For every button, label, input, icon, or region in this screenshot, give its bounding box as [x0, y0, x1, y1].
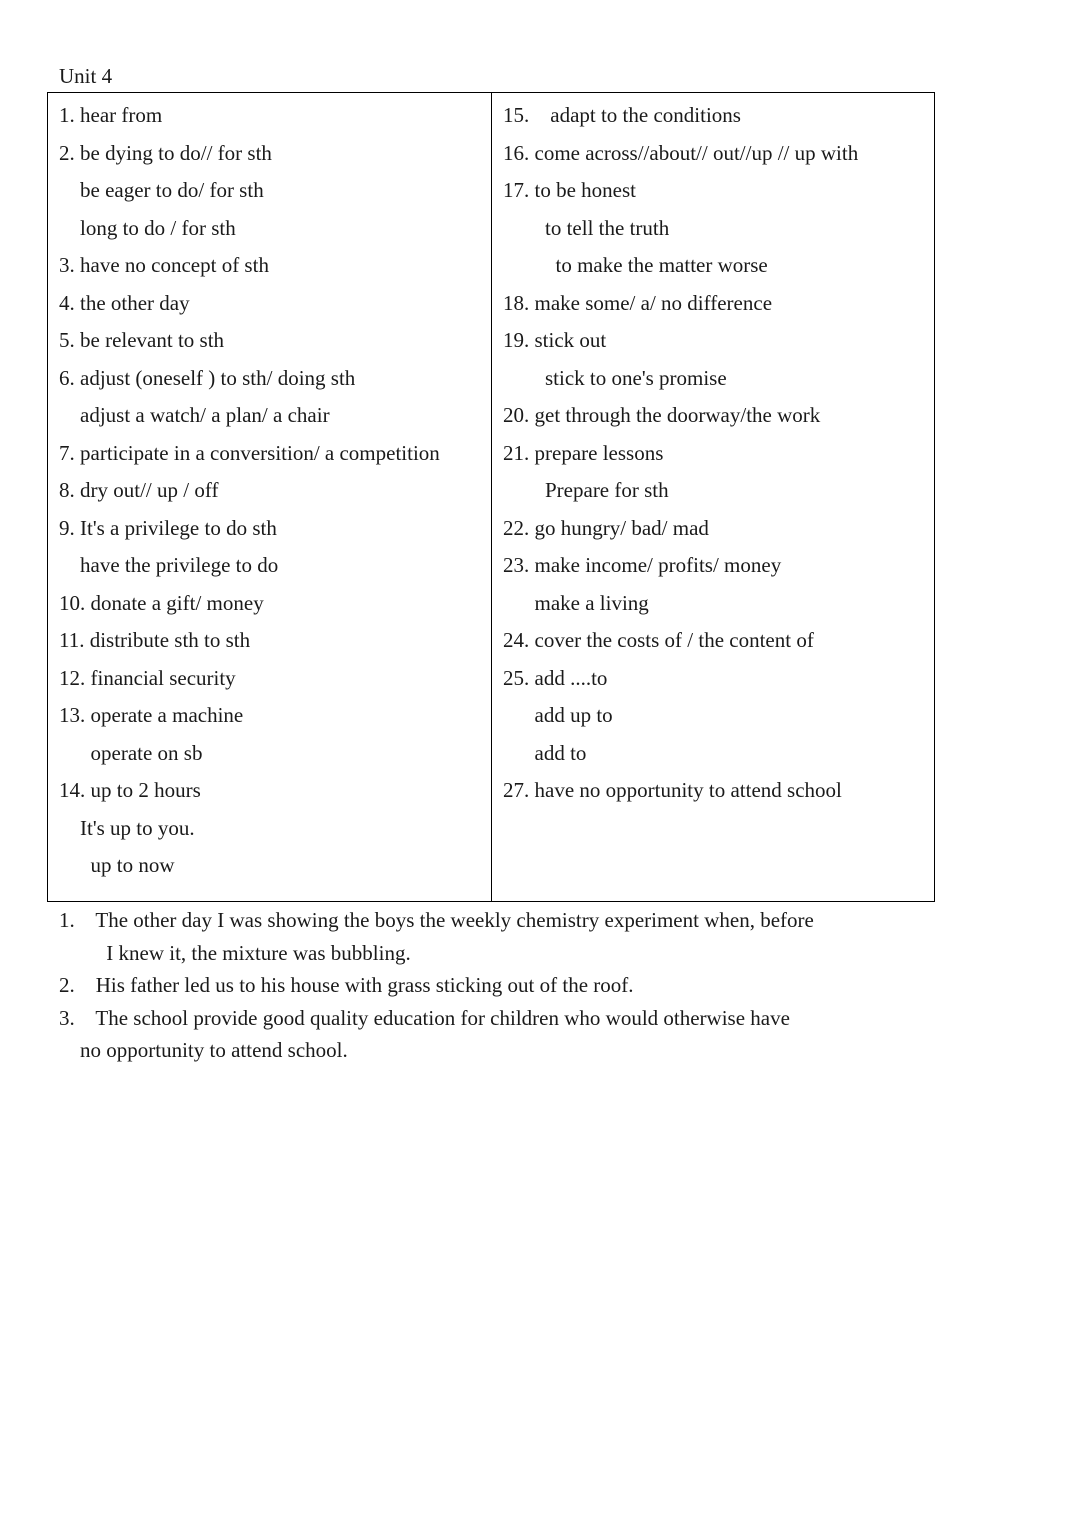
phrase-line: 10. donate a gift/ money — [59, 590, 264, 615]
phrase-line: 8. dry out// up / off — [59, 478, 219, 502]
phrase-line: 25. add ....to — [503, 665, 608, 690]
phrase-line: add to — [503, 740, 587, 765]
page-title: Unit 4 — [59, 64, 113, 88]
phrase-line: 1. hear from — [59, 103, 163, 127]
phrase-line: long to do / for sth — [59, 215, 236, 240]
sentence-line: 2. His father led us to his house with grass sticking out of the roof. — [59, 973, 634, 997]
example-sentences — [59, 904, 939, 1067]
phrase-line: up to now — [59, 853, 175, 877]
phrase-line: 13. operate a machine — [59, 703, 244, 727]
phrase-column-left — [48, 93, 492, 901]
phrase-line: 4. the other day — [59, 290, 190, 315]
phrase-line: 18. make some/ a/ no difference — [503, 290, 773, 315]
phrase-line: to make the matter worse — [503, 253, 768, 277]
phrase-line: adjust a watch/ a plan/ a chair — [59, 403, 330, 427]
phrase-line: to tell the truth — [503, 215, 670, 240]
phrase-line: 5. be relevant to sth — [59, 328, 225, 352]
phrase-line: 22. go hungry/ bad/ mad — [503, 515, 709, 540]
phrase-column-right — [492, 93, 934, 901]
phrase-line: 16. come across//about// out//up // up with — [503, 140, 859, 165]
phrase-line: stick to one's promise — [503, 365, 727, 390]
phrase-line: 11. distribute sth to sth — [59, 628, 251, 652]
phrase-line: 19. stick out — [503, 328, 607, 352]
phrase-line: make a living — [503, 590, 649, 615]
phrase-line: Prepare for sth — [503, 478, 669, 502]
phrase-line: 24. cover the costs of / the content of — [503, 628, 814, 652]
phrase-line: 20. get through the doorway/the work — [503, 403, 821, 427]
phrase-line: be eager to do/ for sth — [59, 178, 264, 202]
phrase-line: 21. prepare lessons — [503, 440, 664, 465]
phrase-line: 7. participate in a conversition/ a competition — [59, 440, 440, 465]
phrase-table — [47, 92, 935, 902]
sentence-line: 3. The school provide good quality education for children who would otherwise have — [59, 1005, 790, 1030]
sentence-line: no opportunity to attend school. — [59, 1038, 348, 1062]
phrase-line: 27. have no opportunity to attend school — [503, 778, 842, 802]
phrase-line: have the privilege to do — [59, 553, 279, 577]
sentence-line: I knew it, the mixture was bubbling. — [59, 940, 411, 965]
phrase-line: 14. up to 2 hours — [59, 778, 201, 802]
phrase-line: 15. adapt to the conditions — [503, 103, 741, 127]
phrase-line: operate on sb — [59, 740, 203, 765]
phrase-line: 9. It's a privilege to do sth — [59, 515, 277, 540]
sentence-line: 1. The other day I was showing the boys the weekly chemistry experiment when, before — [59, 908, 814, 932]
phrase-line: 17. to be honest — [503, 178, 636, 202]
phrase-line: 6. adjust (oneself ) to sth/ doing sth — [59, 365, 356, 390]
phrase-line: 12. financial security — [59, 665, 236, 690]
phrase-line: It's up to you. — [59, 815, 195, 840]
phrase-line: 2. be dying to do// for sth — [59, 140, 272, 165]
phrase-line: 23. make income/ profits/ money — [503, 553, 782, 577]
phrase-line: 3. have no concept of sth — [59, 253, 269, 277]
phrase-line: add up to — [503, 703, 613, 727]
